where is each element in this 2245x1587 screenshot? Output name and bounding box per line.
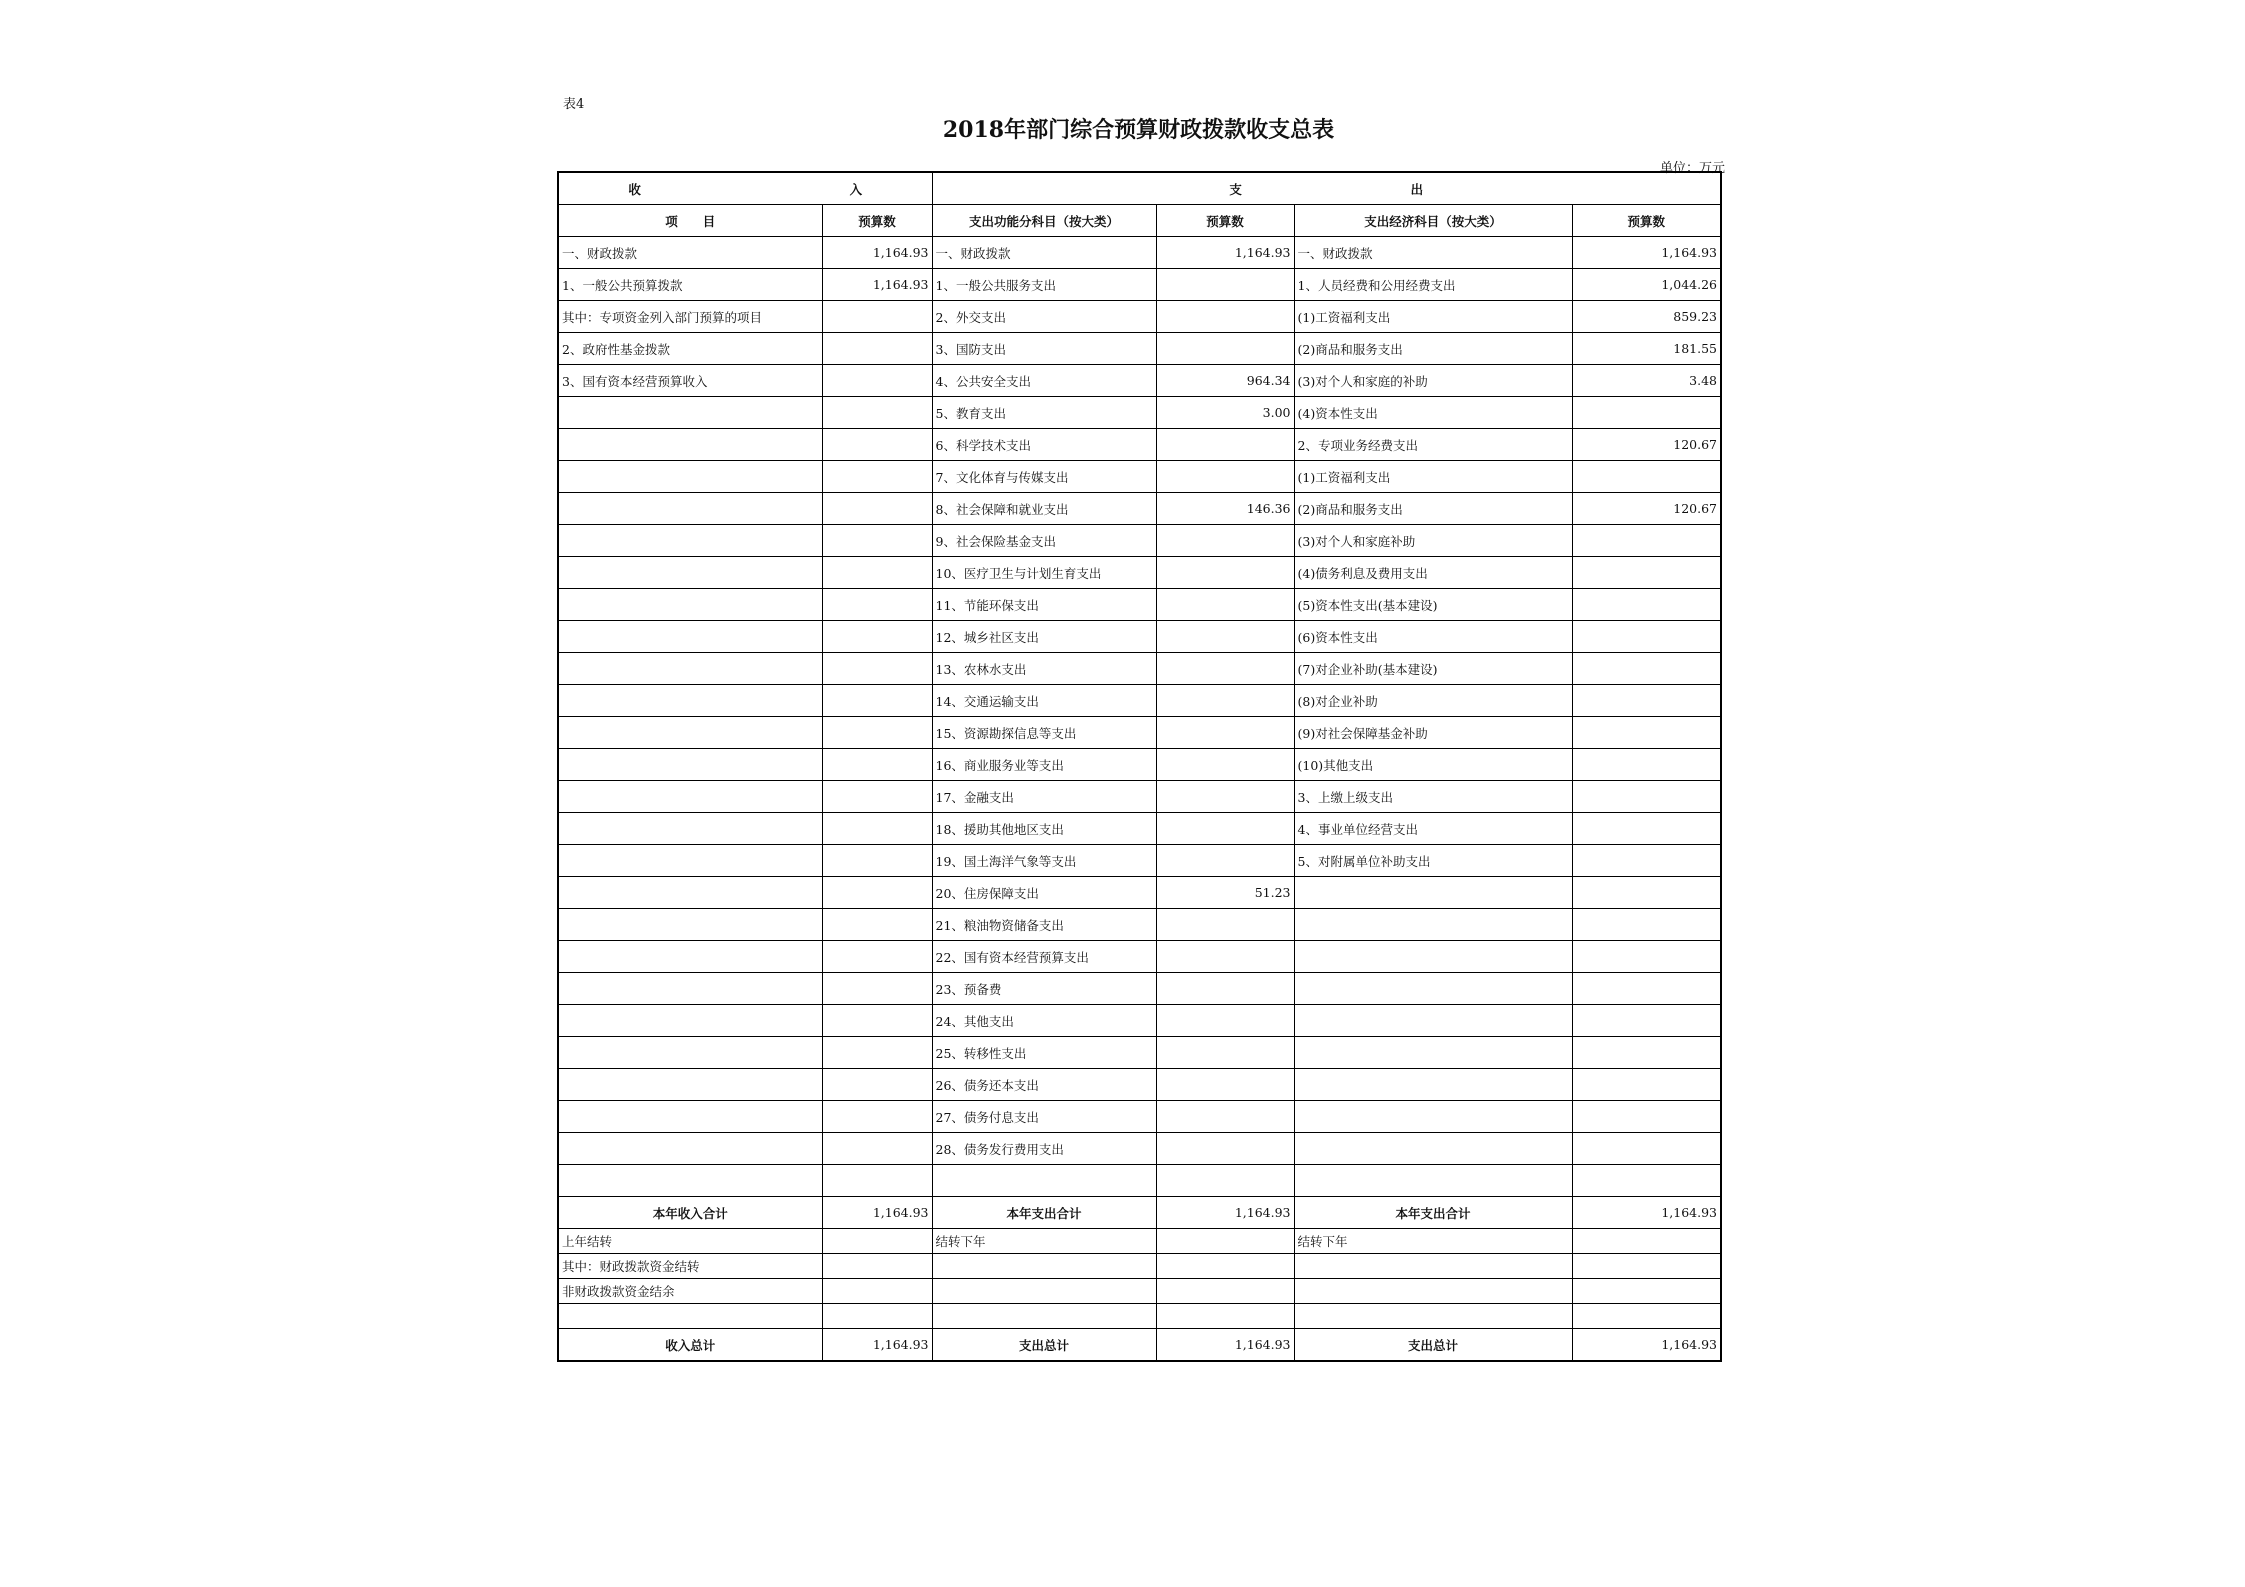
economic-item-cell: 结转下年 xyxy=(1294,1229,1572,1254)
amount-cell xyxy=(1156,685,1294,717)
economic-item-cell xyxy=(1294,909,1572,941)
table-row xyxy=(558,397,1721,429)
item-cell: 其中：专项资金列入部门预算的项目 xyxy=(558,301,822,333)
table-row xyxy=(558,301,1721,333)
header-cell: 支出功能分科目（按大类） xyxy=(932,205,1156,237)
sheet-label: 表4 xyxy=(563,97,585,112)
economic-item-cell xyxy=(1294,1037,1572,1069)
amount-cell: 120.67 xyxy=(1572,429,1721,461)
amount-cell xyxy=(1156,269,1294,301)
table-row xyxy=(558,525,1721,557)
amount-cell xyxy=(1572,397,1721,429)
amount-cell xyxy=(822,429,932,461)
function-item-cell: 7、文化体育与传媒支出 xyxy=(932,461,1156,493)
header-cell: 预算数 xyxy=(822,205,932,237)
amount-cell xyxy=(822,525,932,557)
amount-cell xyxy=(822,781,932,813)
table-row xyxy=(558,333,1721,365)
amount-cell xyxy=(1156,1279,1294,1304)
item-cell xyxy=(558,781,822,813)
amount-cell xyxy=(1572,941,1721,973)
amount-cell xyxy=(1156,621,1294,653)
amount-cell xyxy=(1156,813,1294,845)
function-item-cell: 13、农林水支出 xyxy=(932,653,1156,685)
amount-cell xyxy=(1156,525,1294,557)
amount-cell xyxy=(1572,973,1721,1005)
amount-cell xyxy=(822,909,932,941)
item-cell xyxy=(558,973,822,1005)
amount-cell xyxy=(1572,621,1721,653)
amount-cell xyxy=(822,365,932,397)
item-cell xyxy=(558,813,822,845)
item-cell: 上年结转 xyxy=(558,1229,822,1254)
amount-cell xyxy=(822,845,932,877)
item-cell xyxy=(558,749,822,781)
amount-cell xyxy=(1156,845,1294,877)
amount-cell xyxy=(822,749,932,781)
item-cell: 非财政拨款资金结余 xyxy=(558,1279,822,1304)
amount-cell: 1,164.93 xyxy=(1572,237,1721,269)
amount-cell xyxy=(1156,749,1294,781)
function-item-cell: 28、债务发行费用支出 xyxy=(932,1133,1156,1165)
carry-row xyxy=(558,1304,1721,1329)
item-cell xyxy=(558,1165,822,1197)
economic-item-cell xyxy=(1294,1005,1572,1037)
table-row xyxy=(558,973,1721,1005)
economic-item-cell xyxy=(1294,1254,1572,1279)
income-banner xyxy=(558,172,932,205)
function-item-cell: 27、债务付息支出 xyxy=(932,1101,1156,1133)
economic-item-cell xyxy=(1294,1279,1572,1304)
function-item-cell: 18、援助其他地区支出 xyxy=(932,813,1156,845)
table-row xyxy=(558,461,1721,493)
expense-banner-char-2: 出 xyxy=(1410,181,1424,197)
amount-cell xyxy=(1156,301,1294,333)
amount-cell xyxy=(822,1304,932,1329)
function-item-cell: 25、转移性支出 xyxy=(932,1037,1156,1069)
table-row xyxy=(558,1101,1721,1133)
amount-cell xyxy=(822,1069,932,1101)
item-cell xyxy=(558,685,822,717)
amount-cell xyxy=(1156,1304,1294,1329)
table-row xyxy=(558,269,1721,301)
item-cell xyxy=(558,589,822,621)
economic-item-cell: 一、财政拨款 xyxy=(1294,237,1572,269)
function-item-cell: 11、节能环保支出 xyxy=(932,589,1156,621)
header-row xyxy=(558,205,1721,237)
function-item-cell: 4、公共安全支出 xyxy=(932,365,1156,397)
amount-cell xyxy=(1572,1133,1721,1165)
amount-cell xyxy=(1572,1229,1721,1254)
economic-item-cell: 1、人员经费和公用经费支出 xyxy=(1294,269,1572,301)
table-row xyxy=(558,845,1721,877)
table-row xyxy=(558,429,1721,461)
amount-cell xyxy=(822,941,932,973)
amount-cell xyxy=(1572,813,1721,845)
amount-cell: 964.34 xyxy=(1156,365,1294,397)
amount-cell xyxy=(1572,557,1721,589)
function-item-cell: 20、住房保障支出 xyxy=(932,877,1156,909)
function-item-cell: 10、医疗卫生与计划生育支出 xyxy=(932,557,1156,589)
item-cell: 收入总计 xyxy=(558,1329,822,1362)
page-title: 2018年部门综合预算财政拨款收支总表 xyxy=(942,117,1335,143)
amount-cell xyxy=(1572,781,1721,813)
table-row xyxy=(558,1037,1721,1069)
amount-cell xyxy=(1572,1069,1721,1101)
economic-item-cell: (5)资本性支出(基本建设) xyxy=(1294,589,1572,621)
amount-cell: 1,164.93 xyxy=(1572,1197,1721,1229)
table-row xyxy=(558,621,1721,653)
amount-cell xyxy=(1156,333,1294,365)
table-row xyxy=(558,1165,1721,1197)
economic-item-cell: (4)资本性支出 xyxy=(1294,397,1572,429)
economic-item-cell: 3、上缴上级支出 xyxy=(1294,781,1572,813)
amount-cell xyxy=(1156,461,1294,493)
amount-cell xyxy=(822,877,932,909)
economic-item-cell: (1)工资福利支出 xyxy=(1294,301,1572,333)
amount-cell xyxy=(1572,845,1721,877)
amount-cell xyxy=(822,973,932,1005)
amount-cell xyxy=(822,1229,932,1254)
function-item-cell: 19、国土海洋气象等支出 xyxy=(932,845,1156,877)
amount-cell: 181.55 xyxy=(1572,333,1721,365)
budget-table xyxy=(557,171,1722,1362)
amount-cell xyxy=(1572,1279,1721,1304)
amount-cell xyxy=(1156,1005,1294,1037)
amount-cell xyxy=(1572,749,1721,781)
amount-cell: 3.48 xyxy=(1572,365,1721,397)
function-item-cell: 一、财政拨款 xyxy=(932,237,1156,269)
item-cell xyxy=(558,525,822,557)
item-cell xyxy=(558,429,822,461)
amount-cell: 1,164.93 xyxy=(822,237,932,269)
table-row xyxy=(558,365,1721,397)
function-item-cell: 2、外交支出 xyxy=(932,301,1156,333)
table-row xyxy=(558,1069,1721,1101)
function-item-cell xyxy=(932,1165,1156,1197)
amount-cell xyxy=(822,589,932,621)
amount-cell xyxy=(1572,1005,1721,1037)
item-cell xyxy=(558,461,822,493)
amount-cell xyxy=(1156,1165,1294,1197)
item-cell xyxy=(558,1005,822,1037)
amount-cell xyxy=(822,397,932,429)
amount-cell xyxy=(822,557,932,589)
economic-item-cell: 本年支出合计 xyxy=(1294,1197,1572,1229)
amount-cell xyxy=(1156,1101,1294,1133)
table-row xyxy=(558,237,1721,269)
item-cell xyxy=(558,877,822,909)
amount-cell xyxy=(822,685,932,717)
amount-cell xyxy=(822,493,932,525)
table-row xyxy=(558,781,1721,813)
amount-cell xyxy=(1572,685,1721,717)
function-item-cell: 3、国防支出 xyxy=(932,333,1156,365)
amount-cell xyxy=(1156,1133,1294,1165)
expense-banner xyxy=(932,172,1721,205)
banner-row xyxy=(558,172,1721,205)
carry-row xyxy=(558,1254,1721,1279)
item-cell: 2、政府性基金拨款 xyxy=(558,333,822,365)
function-item-cell: 1、一般公共服务支出 xyxy=(932,269,1156,301)
function-item-cell: 24、其他支出 xyxy=(932,1005,1156,1037)
function-item-cell: 6、科学技术支出 xyxy=(932,429,1156,461)
item-cell xyxy=(558,1133,822,1165)
table-row xyxy=(558,1005,1721,1037)
item-cell xyxy=(558,1069,822,1101)
amount-cell: 3.00 xyxy=(1156,397,1294,429)
item-cell xyxy=(558,1037,822,1069)
amount-cell xyxy=(822,461,932,493)
amount-cell: 1,164.93 xyxy=(1156,1329,1294,1362)
amount-cell xyxy=(822,717,932,749)
table-row xyxy=(558,749,1721,781)
table-row xyxy=(558,653,1721,685)
amount-cell xyxy=(1572,1254,1721,1279)
table-row xyxy=(558,589,1721,621)
table-row xyxy=(558,493,1721,525)
table-row xyxy=(558,877,1721,909)
amount-cell xyxy=(1156,1069,1294,1101)
grand-total-row xyxy=(558,1329,1721,1362)
item-cell xyxy=(558,717,822,749)
economic-item-cell: (10)其他支出 xyxy=(1294,749,1572,781)
amount-cell xyxy=(822,1279,932,1304)
amount-cell xyxy=(822,621,932,653)
economic-item-cell xyxy=(1294,1101,1572,1133)
annual-total-row xyxy=(558,1197,1721,1229)
amount-cell xyxy=(1156,1254,1294,1279)
function-item-cell: 23、预备费 xyxy=(932,973,1156,1005)
amount-cell xyxy=(822,333,932,365)
income-banner-char-2: 入 xyxy=(849,181,863,197)
economic-item-cell: 2、专项业务经费支出 xyxy=(1294,429,1572,461)
expense-banner-char-1: 支 xyxy=(1229,181,1242,197)
table-row xyxy=(558,941,1721,973)
function-item-cell: 5、教育支出 xyxy=(932,397,1156,429)
amount-cell: 859.23 xyxy=(1572,301,1721,333)
amount-cell xyxy=(822,653,932,685)
amount-cell xyxy=(1572,653,1721,685)
amount-cell xyxy=(1156,1229,1294,1254)
item-cell: 1、一般公共预算拨款 xyxy=(558,269,822,301)
economic-item-cell xyxy=(1294,973,1572,1005)
function-item-cell: 支出总计 xyxy=(932,1329,1156,1362)
item-cell xyxy=(558,493,822,525)
function-item-cell: 8、社会保障和就业支出 xyxy=(932,493,1156,525)
amount-cell: 1,164.93 xyxy=(822,1197,932,1229)
economic-item-cell: (8)对企业补助 xyxy=(1294,685,1572,717)
table-row xyxy=(558,1133,1721,1165)
table-row xyxy=(558,685,1721,717)
amount-cell xyxy=(1572,877,1721,909)
carry-row xyxy=(558,1279,1721,1304)
economic-item-cell xyxy=(1294,1304,1572,1329)
amount-cell xyxy=(1572,1037,1721,1069)
function-item-cell: 22、国有资本经营预算支出 xyxy=(932,941,1156,973)
economic-item-cell: 支出总计 xyxy=(1294,1329,1572,1362)
economic-item-cell: (6)资本性支出 xyxy=(1294,621,1572,653)
amount-cell xyxy=(1572,909,1721,941)
amount-cell xyxy=(1572,1101,1721,1133)
function-item-cell: 14、交通运输支出 xyxy=(932,685,1156,717)
item-cell: 一、财政拨款 xyxy=(558,237,822,269)
amount-cell xyxy=(822,1101,932,1133)
economic-item-cell xyxy=(1294,1165,1572,1197)
amount-cell xyxy=(822,1133,932,1165)
amount-cell xyxy=(1156,557,1294,589)
economic-item-cell: (3)对个人和家庭补助 xyxy=(1294,525,1572,557)
amount-cell xyxy=(822,301,932,333)
table-row xyxy=(558,909,1721,941)
economic-item-cell: (7)对企业补助(基本建设) xyxy=(1294,653,1572,685)
economic-item-cell xyxy=(1294,941,1572,973)
function-item-cell xyxy=(932,1304,1156,1329)
function-item-cell: 12、城乡社区支出 xyxy=(932,621,1156,653)
item-cell: 3、国有资本经营预算收入 xyxy=(558,365,822,397)
economic-item-cell: (2)商品和服务支出 xyxy=(1294,493,1572,525)
amount-cell xyxy=(1572,717,1721,749)
amount-cell xyxy=(1572,589,1721,621)
function-item-cell: 本年支出合计 xyxy=(932,1197,1156,1229)
header-cell: 项 目 xyxy=(558,205,822,237)
amount-cell xyxy=(1156,973,1294,1005)
header-cell: 预算数 xyxy=(1572,205,1721,237)
item-cell xyxy=(558,1304,822,1329)
amount-cell: 120.67 xyxy=(1572,493,1721,525)
economic-item-cell: (2)商品和服务支出 xyxy=(1294,333,1572,365)
table-row xyxy=(558,813,1721,845)
economic-item-cell: 4、事业单位经营支出 xyxy=(1294,813,1572,845)
amount-cell xyxy=(1156,781,1294,813)
amount-cell xyxy=(1156,589,1294,621)
item-cell xyxy=(558,1101,822,1133)
item-cell: 本年收入合计 xyxy=(558,1197,822,1229)
economic-item-cell: 5、对附属单位补助支出 xyxy=(1294,845,1572,877)
function-item-cell: 26、债务还本支出 xyxy=(932,1069,1156,1101)
amount-cell xyxy=(1156,1037,1294,1069)
function-item-cell: 17、金融支出 xyxy=(932,781,1156,813)
amount-cell: 1,164.93 xyxy=(822,1329,932,1362)
item-cell xyxy=(558,845,822,877)
amount-cell xyxy=(822,1254,932,1279)
economic-item-cell: (4)债务利息及费用支出 xyxy=(1294,557,1572,589)
item-cell xyxy=(558,397,822,429)
amount-cell xyxy=(1156,717,1294,749)
amount-cell: 1,164.93 xyxy=(1156,1197,1294,1229)
header-cell: 支出经济科目（按大类） xyxy=(1294,205,1572,237)
item-cell xyxy=(558,653,822,685)
amount-cell xyxy=(1572,461,1721,493)
economic-item-cell: (3)对个人和家庭的补助 xyxy=(1294,365,1572,397)
amount-cell xyxy=(1156,941,1294,973)
amount-cell xyxy=(822,1005,932,1037)
amount-cell xyxy=(1572,1304,1721,1329)
header-cell: 预算数 xyxy=(1156,205,1294,237)
income-banner-char-1: 收 xyxy=(628,181,641,197)
function-item-cell xyxy=(932,1279,1156,1304)
amount-cell xyxy=(1156,653,1294,685)
amount-cell: 146.36 xyxy=(1156,493,1294,525)
function-item-cell: 结转下年 xyxy=(932,1229,1156,1254)
amount-cell: 1,164.93 xyxy=(822,269,932,301)
function-item-cell: 15、资源勘探信息等支出 xyxy=(932,717,1156,749)
amount-cell: 1,044.26 xyxy=(1572,269,1721,301)
amount-cell xyxy=(822,1165,932,1197)
function-item-cell: 21、粮油物资储备支出 xyxy=(932,909,1156,941)
item-cell xyxy=(558,621,822,653)
amount-cell xyxy=(1572,1165,1721,1197)
economic-item-cell xyxy=(1294,877,1572,909)
amount-cell xyxy=(822,813,932,845)
unit-label: 单位：万元 xyxy=(1659,161,1725,176)
amount-cell xyxy=(822,1037,932,1069)
item-cell xyxy=(558,941,822,973)
item-cell xyxy=(558,557,822,589)
item-cell xyxy=(558,909,822,941)
amount-cell xyxy=(1572,525,1721,557)
amount-cell: 1,164.93 xyxy=(1156,237,1294,269)
function-item-cell: 16、商业服务业等支出 xyxy=(932,749,1156,781)
amount-cell xyxy=(1156,429,1294,461)
function-item-cell: 9、社会保险基金支出 xyxy=(932,525,1156,557)
function-item-cell xyxy=(932,1254,1156,1279)
table-row xyxy=(558,557,1721,589)
item-cell: 其中：财政拨款资金结转 xyxy=(558,1254,822,1279)
amount-cell: 1,164.93 xyxy=(1572,1329,1721,1362)
amount-cell xyxy=(1156,909,1294,941)
amount-cell: 51.23 xyxy=(1156,877,1294,909)
economic-item-cell xyxy=(1294,1069,1572,1101)
table-row xyxy=(558,717,1721,749)
economic-item-cell xyxy=(1294,1133,1572,1165)
economic-item-cell: (9)对社会保障基金补助 xyxy=(1294,717,1572,749)
economic-item-cell: (1)工资福利支出 xyxy=(1294,461,1572,493)
carry-row xyxy=(558,1229,1721,1254)
